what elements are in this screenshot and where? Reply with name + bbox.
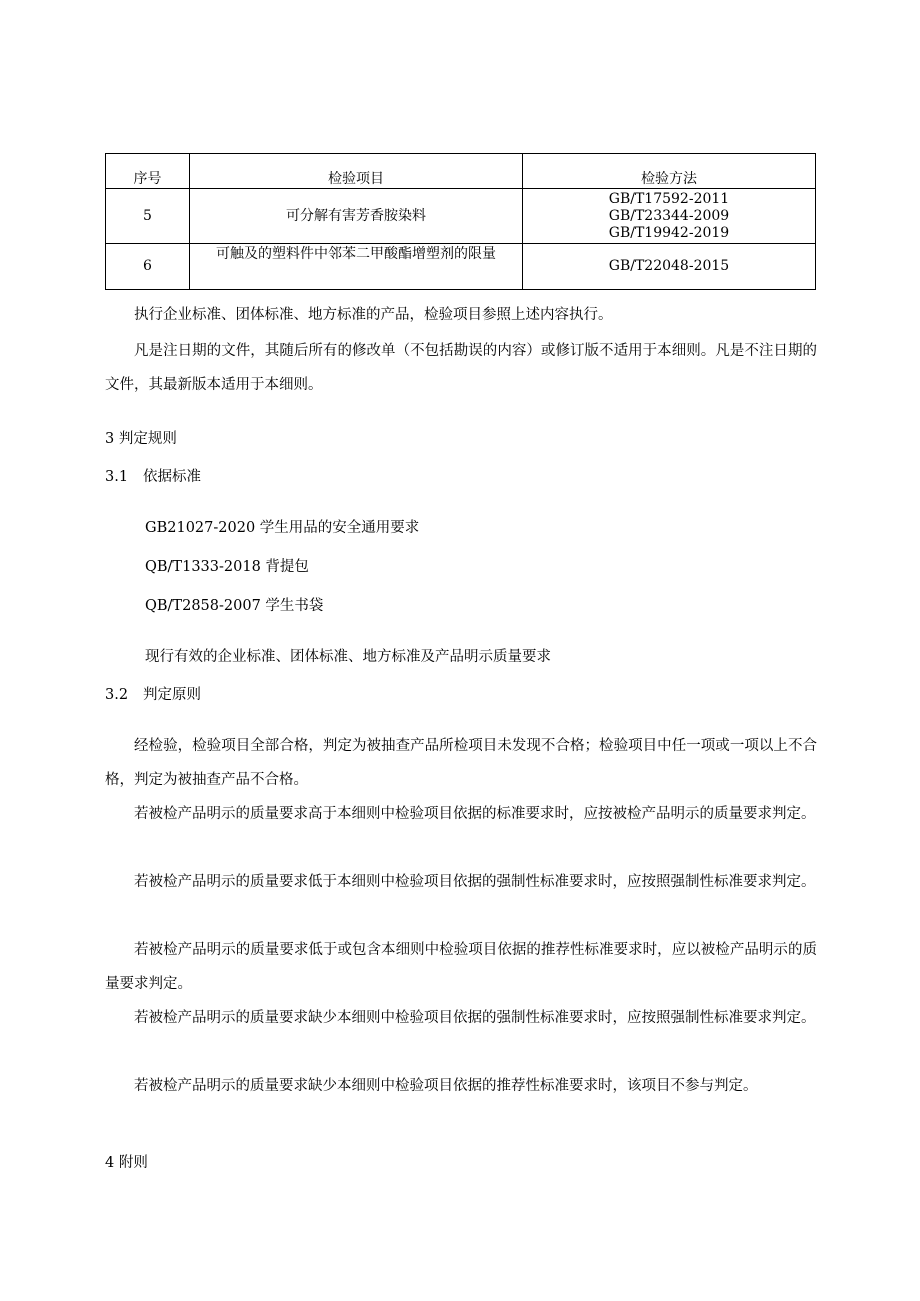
- section-4-heading: 4 附则: [105, 1155, 148, 1171]
- standard-item: GB21027-2020 学生用品的安全通用要求: [145, 520, 420, 536]
- standard-item: QB/T1333-2018 背提包: [145, 559, 309, 575]
- principle-paragraph: 若被检产品明示的质量要求低于或包含本细则中检验项目依据的推荐性标准要求时，应以被检产品明示的质量要求判定。: [105, 942, 817, 992]
- header-method: 检验方法: [523, 154, 816, 189]
- inspection-table: [105, 153, 816, 290]
- cell-method: [523, 189, 816, 244]
- subsection-3-1-heading: [105, 466, 201, 488]
- method-standard: GB/T23344-2009: [608, 207, 730, 224]
- method-standard: GB/T19942-2019: [608, 224, 730, 241]
- header-serial: 序号: [106, 154, 190, 189]
- subsection-number: 3.2: [105, 687, 129, 703]
- subsection-title: 依据标准: [143, 469, 201, 485]
- header-item: 检验项目: [190, 154, 523, 189]
- cell-method: GB/T22048-2015: [523, 244, 816, 290]
- principle-paragraph: 若被检产品明示的质量要求低于本细则中检验项目依据的强制性标准要求时，应按照强制性标准要求判定。: [134, 874, 816, 890]
- subsection-3-2-heading: [105, 684, 201, 706]
- principle-paragraph: 经检验，检验项目全部合格，判定为被抽查产品所检项目未发现不合格；检验项目中任一项或一项以上不合格，判定为被抽查产品不合格。: [105, 738, 817, 788]
- principle-paragraph: 若被检产品明示的质量要求缺少本细则中检验项目依据的推荐性标准要求时，该项目不参与判定。: [134, 1078, 758, 1094]
- method-standard: GB/T17592-2011: [608, 190, 730, 207]
- cell-serial: 5: [106, 189, 190, 244]
- principle-paragraph: 若被检产品明示的质量要求缺少本细则中检验项目依据的强制性标准要求时，应按照强制性标准要求判定。: [134, 1010, 816, 1026]
- subsection-title: 判定原则: [143, 687, 201, 703]
- table-header-row: [106, 154, 816, 189]
- subsection-number: 3.1: [105, 469, 129, 485]
- cell-item: 可分解有害芳香胺染料: [190, 189, 523, 244]
- cell-serial: 6: [106, 244, 190, 290]
- section-3-heading: 3 判定规则: [105, 431, 177, 447]
- note-paragraph: 凡是注日期的文件，其随后所有的修改单（不包括勘误的内容）或修订版不适用于本细则。凡是不注日期的文件，其最新版本适用于本细则。: [105, 343, 817, 393]
- standard-item: QB/T2858-2007 学生书袋: [145, 598, 324, 614]
- table-row: [106, 189, 816, 244]
- standard-note: 现行有效的企业标准、团体标准、地方标准及产品明示质量要求: [145, 649, 551, 665]
- principle-paragraph: 若被检产品明示的质量要求高于本细则中检验项目依据的标准要求时，应按被检产品明示的质量要求判定。: [134, 806, 816, 822]
- table-row: [106, 244, 816, 290]
- cell-item: 可触及的塑料件中邻苯二甲酸酯增塑剂的限量: [190, 244, 523, 290]
- note-paragraph: 执行企业标准、团体标准、地方标准的产品，检验项目参照上述内容执行。: [134, 307, 613, 323]
